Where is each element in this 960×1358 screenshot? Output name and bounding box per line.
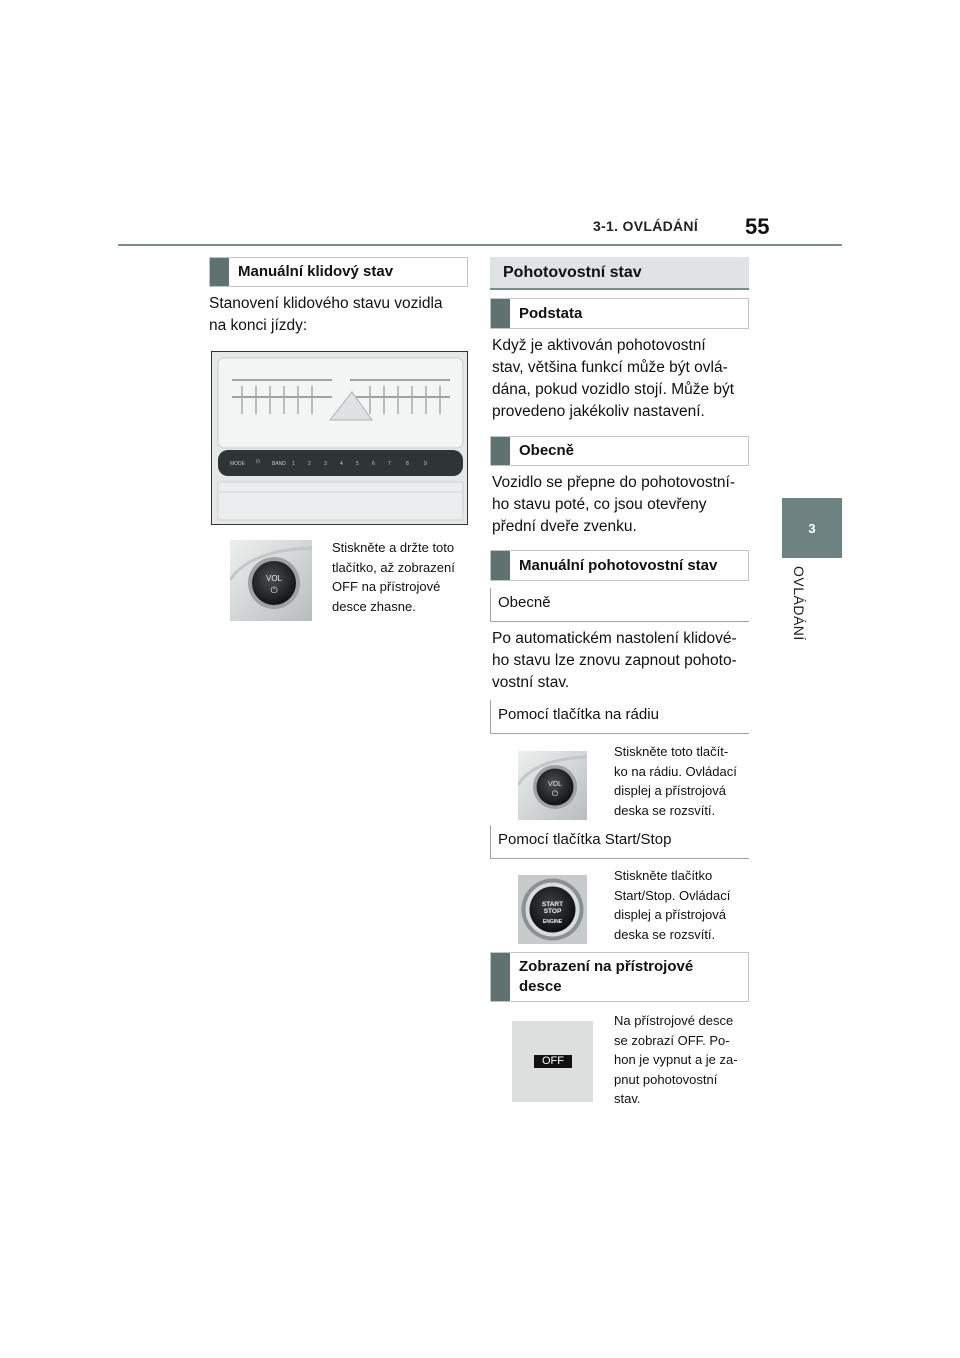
radio-vol-knob-mini: ⏻ (256, 459, 260, 465)
start-label: START (541, 901, 564, 908)
heading-marker (491, 299, 510, 328)
vol-knob-illustration-right (518, 751, 587, 820)
off-display-image (512, 1021, 593, 1102)
radio-panel-illustration (212, 352, 468, 525)
heading-manual-rest: Manuální klidový stav (209, 257, 468, 287)
power-icon: ⏻ (270, 586, 278, 596)
chapter-tab[interactable]: 3 (782, 498, 842, 558)
subheading-radio-button: Pomocí tlačítka na rádiu (490, 700, 749, 734)
manual-standby-text: Po automatickém nastolení klidové- ho stavu lze znovu zapnout pohoto- vostní stav. (492, 630, 737, 691)
podstata-text: Když je aktivován pohotovostní stav, většina funkcí může být ovlá- dána, pokud vozidlo stojí. Může být provedeno jakékoliv nastavení. (492, 337, 735, 420)
start-stop-image (518, 875, 587, 944)
radio-label-7: 7 (388, 461, 391, 467)
radio-label-2: 2 (308, 461, 311, 467)
radio-label-9: 9 (424, 461, 427, 467)
radio-caption: Stiskněte toto tlačít- ko na rádiu. Ovládací displej a přístrojová deska se rozsvítí. (614, 744, 737, 818)
vol-label: VOL (265, 574, 283, 583)
page-number: 55 (745, 214, 770, 239)
heading-marker (210, 258, 229, 286)
chapter-title: 3-1. OVLÁDÁNÍ (593, 218, 699, 234)
radio-label-band: BAND (272, 461, 286, 467)
heading-marker (491, 437, 510, 465)
radio-label-8: 8 (406, 461, 409, 467)
radio-panel-image (211, 351, 468, 525)
radio-label-4: 4 (340, 461, 343, 467)
radio-label-1: 1 (292, 461, 295, 467)
heading-instrument-display: Zobrazení na přístrojové desce (490, 952, 749, 1002)
radio-label-6: 6 (372, 461, 375, 467)
heading-marker (491, 953, 510, 1001)
left-caption: Stiskněte a držte toto tlačítko, až zobrazení OFF na přístrojové desce zhasne. (332, 540, 455, 614)
heading-marker (491, 551, 510, 580)
heading-podstata: Podstata (490, 298, 749, 329)
subheading-start-stop: Pomocí tlačítka Start/Stop (490, 825, 749, 859)
start-stop-illustration (518, 875, 587, 944)
obecne-text: Vozidlo se přepne do pohotovostní- ho stavu poté, co jsou otevřeny přední dveře zvenku. (492, 474, 736, 535)
start-stop-caption: Stiskněte tlačítko Start/Stop. Ovládací displej a přístrojová deska se rozsvítí. (614, 868, 731, 942)
subheading-obecne: Obecně (490, 588, 749, 622)
stop-label: STOP (543, 908, 562, 915)
heading-manual-standby: Manuální pohotovostní stav (490, 550, 749, 581)
display-caption: Na přístrojové desce se zobrazí OFF. Po- hon je vypnut a je za- pnut pohotovostní stav. (614, 1013, 738, 1106)
vol-knob-image-right (518, 751, 587, 820)
engine-label: ENGINE (542, 919, 563, 925)
heading-obecne: Obecně (490, 436, 749, 466)
radio-label-5: 5 (356, 461, 359, 467)
chapter-tab-label: OVLÁDÁNÍ (791, 566, 807, 641)
radio-label-mode: MODE (230, 461, 245, 467)
power-icon: ⏻ (551, 789, 559, 798)
heading-standby: Pohotovostní stav (490, 257, 749, 290)
radio-label-3: 3 (324, 461, 327, 467)
vol-knob-illustration (230, 540, 312, 621)
left-intro: Stanovení klidového stavu vozidla na konci jízdy: (209, 295, 443, 334)
header-rule (118, 244, 842, 246)
vol-knob-image (230, 540, 312, 621)
off-indicator: OFF (534, 1055, 572, 1068)
vol-label: VOL (547, 781, 563, 788)
